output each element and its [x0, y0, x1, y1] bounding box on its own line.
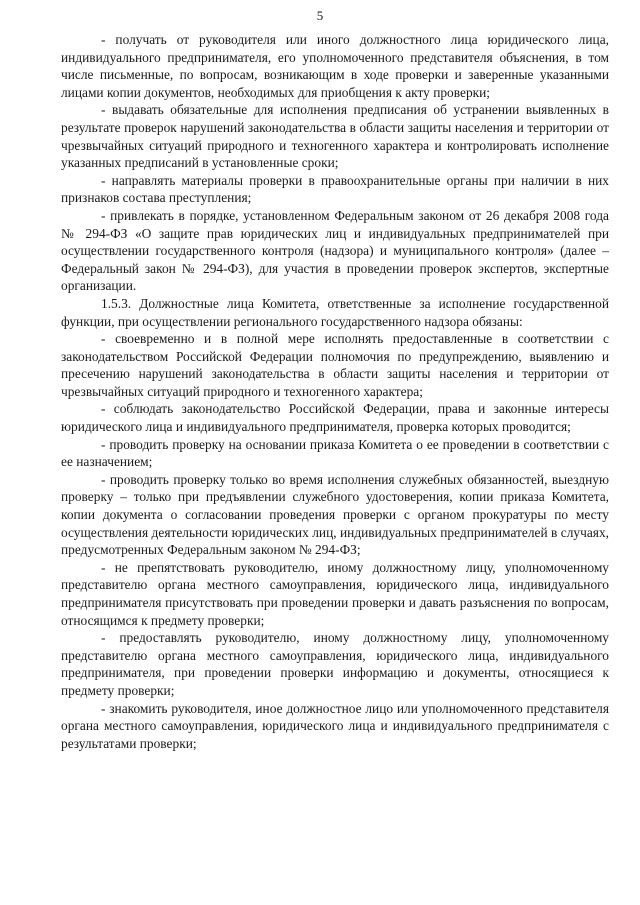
paragraph-issue-orders: - выдавать обязательные для исполнения предписания об устранении выявленных в результате проверок нарушений законодательства в области защиты населения и территории от чрезвычайных ситуаций природного и техногенного характера и контролировать исполнение указанных предписаний в установленные сроки;	[61, 102, 609, 171]
paragraph-inspection-basis: - проводить проверку на основании приказа Комитета о ее проведении в соответствии с ее назначением;	[61, 436, 609, 470]
paragraph-obtain-explanations: - получать от руководителя или иного должностного лица юридического лица, индивидуального предпринимателя, его уполномоченного представителя объяснения, в том числе письменные, по вопросам, возникающим в ходе проверки и заверенные указанными лицами копии документов, необходимых для приобщения к акту проверки;	[61, 32, 609, 100]
paragraph-exercise-powers: - своевременно и в полной мере исполнять предоставленные в соответствии с законодательством Российской Федерации полномочия по предупреждению, выявлению и пресечению нарушений законодательства в области защиты населения и территории от чрезвычайных ситуаций природного и техногенного характера;	[61, 331, 609, 399]
section-heading-1-5-3: 1.5.3. Должностные лица Комитета, ответственные за исполнение государственной функции, при осуществлении регионального государственного надзора обязаны:	[61, 295, 609, 329]
paragraph-comply-law: - соблюдать законодательство Российской Федерации, права и законные интересы юридического лица и индивидуального предпринимателя, проверка которых проводится;	[61, 401, 609, 435]
paragraph-inspection-duties: - проводить проверку только во время исполнения служебных обязанностей, выездную проверку – только при предъявлении служебного удостоверения, копии приказа Комитета, копии документа о согласовании проведения проверки с органом прокуратуры по месту осуществления деятельности юридических лиц, индивидуальных предпринимателей в случаях, предусмотренных Федеральным законом № 294-ФЗ;	[61, 471, 609, 558]
paragraph-provide-info: - предоставлять руководителю, иному должностному лицу, уполномоченному представителю органа местного самоуправления, юридического лица, индивидуального предпринимателя, при проведении проверки информацию и документы, относящиеся к предмету проверки;	[61, 630, 609, 698]
paragraph-involve-experts: - привлекать в порядке, установленном Федеральным законом от 26 декабря 2008 года № 294-ФЗ «О защите прав юридических лиц и индивидуальных предпринимателей при осуществлении государственного контроля (надзора) и муниципального контроля» (далее – Федеральный закон № 294-ФЗ), для участия в проведении проверок экспертов, экспертные организации.	[61, 207, 609, 294]
paragraph-acquaint-results: - знакомить руководителя, иное должностное лицо или уполномоченного представителя органа местного самоуправления, юридического лица и индивидуального предпринимателя с результатами проверки;	[61, 700, 609, 751]
document-body	[61, 31, 609, 752]
page-number: 5	[316, 8, 324, 23]
paragraph-not-obstruct: - не препятствовать руководителю, иному должностному лицу, уполномоченному представителю органа местного самоуправления, юридического лица, индивидуального предпринимателя присутствовать при проведении проверки и давать разъяснения по вопросам, относящимся к предмету проверки;	[61, 559, 609, 628]
paragraph-send-materials: - направлять материалы проверки в правоохранительные органы при наличии в них признаков состава преступления;	[61, 172, 609, 206]
